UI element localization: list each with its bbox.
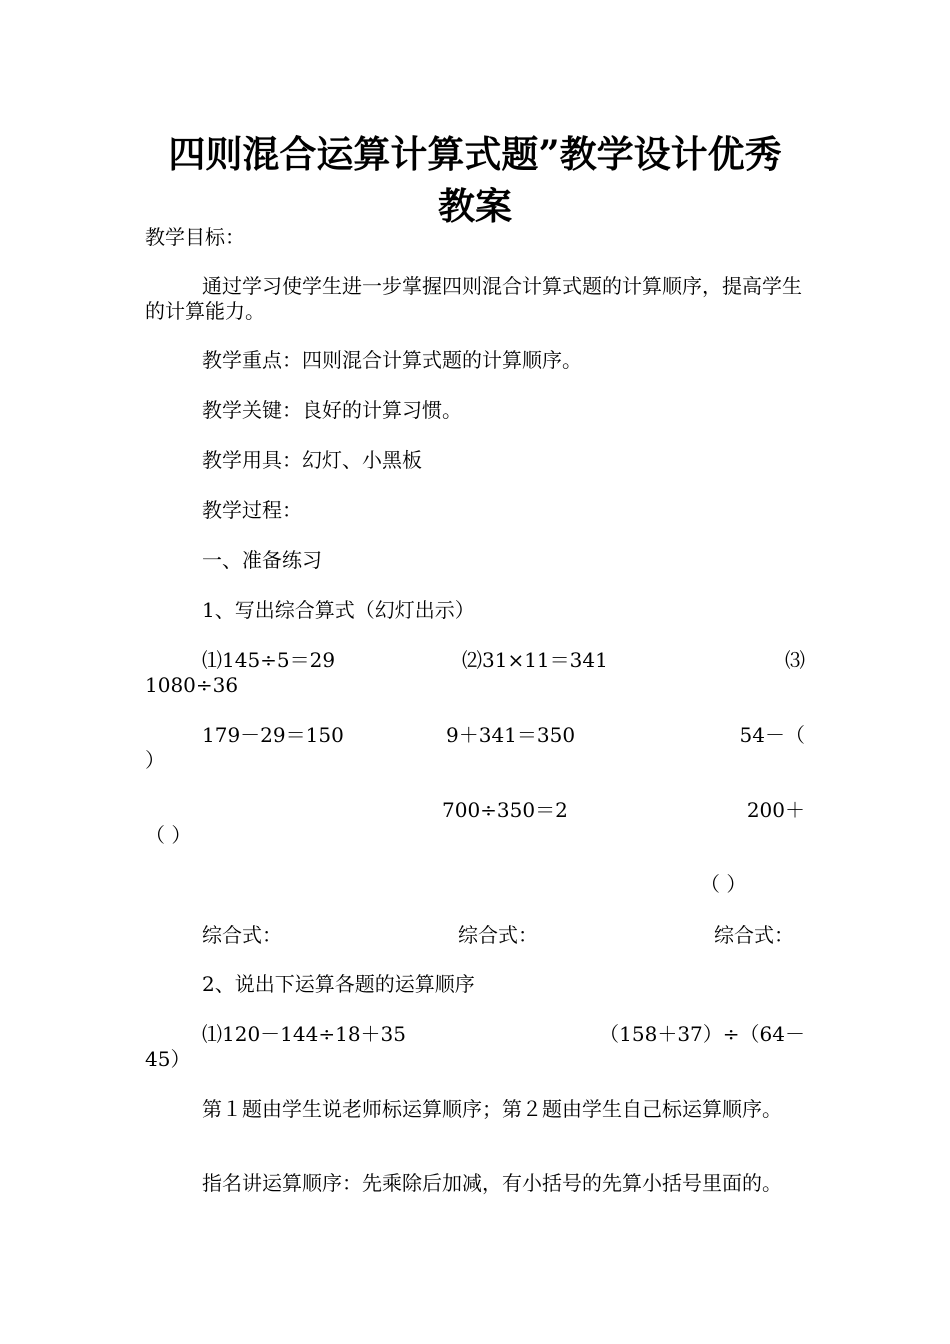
expr-1b: ⑵31×11＝341 — [462, 648, 608, 672]
title-line-1: 四则混合运算计算式题”教学设计优秀 — [168, 132, 782, 176]
expr-2c: 54－（ — [739, 723, 805, 747]
item-2: 2、说出下运算各题的运算顺序 — [202, 972, 475, 996]
tools-line: 教学用具：幻灯、小黑板 — [202, 448, 422, 472]
note-1: 第１题由学生说老师标运算顺序；第２题由学生自己标运算顺序。 — [202, 1097, 782, 1121]
item-1: 1、写出综合算式（幻灯出示） — [202, 598, 475, 622]
expr-2b: 9＋341＝350 — [446, 723, 576, 747]
focus-line: 教学重点：四则混合计算式题的计算顺序。 — [202, 348, 582, 372]
process-line: 教学过程： — [202, 498, 302, 522]
note-2: 指名讲运算顺序：先乘除后加减，有小括号的先算小括号里面的。 — [202, 1171, 782, 1195]
combined-label-1: 综合式： — [202, 923, 282, 947]
expr-6b: （158＋37）÷（64－ — [599, 1022, 805, 1046]
objective-text: 通过学习使学生进一步掌握四则混合计算式题的计算顺序，提高学生的计算能力。 — [145, 274, 802, 323]
expr-4c: （ ） — [700, 872, 747, 896]
expr-2c-cont: ） — [145, 748, 165, 772]
objective-label: 教学目标： — [145, 225, 245, 249]
expr-2a: 179－29＝150 — [202, 723, 344, 747]
expr-6a: ⑴120－144÷18＋35 — [202, 1022, 407, 1046]
expr-1c-cont: 1080÷36 — [145, 673, 239, 697]
expr-1c: ⑶ — [785, 648, 805, 672]
title-line-2: 教案 — [438, 184, 512, 228]
expr-6b-cont: 45） — [145, 1047, 191, 1071]
expr-3c: 200＋ — [746, 798, 805, 822]
key-line: 教学关键：良好的计算习惯。 — [202, 398, 462, 422]
combined-label-2: 综合式： — [458, 923, 538, 947]
section-1-heading: 一、准备练习 — [202, 548, 322, 572]
expr-3b: 700÷350＝2 — [442, 798, 568, 822]
combined-label-3: 综合式： — [714, 923, 794, 947]
document-title — [145, 128, 805, 232]
expr-3c-cont: （ ） — [145, 823, 192, 847]
expr-1a: ⑴145÷5＝29 — [202, 648, 336, 672]
